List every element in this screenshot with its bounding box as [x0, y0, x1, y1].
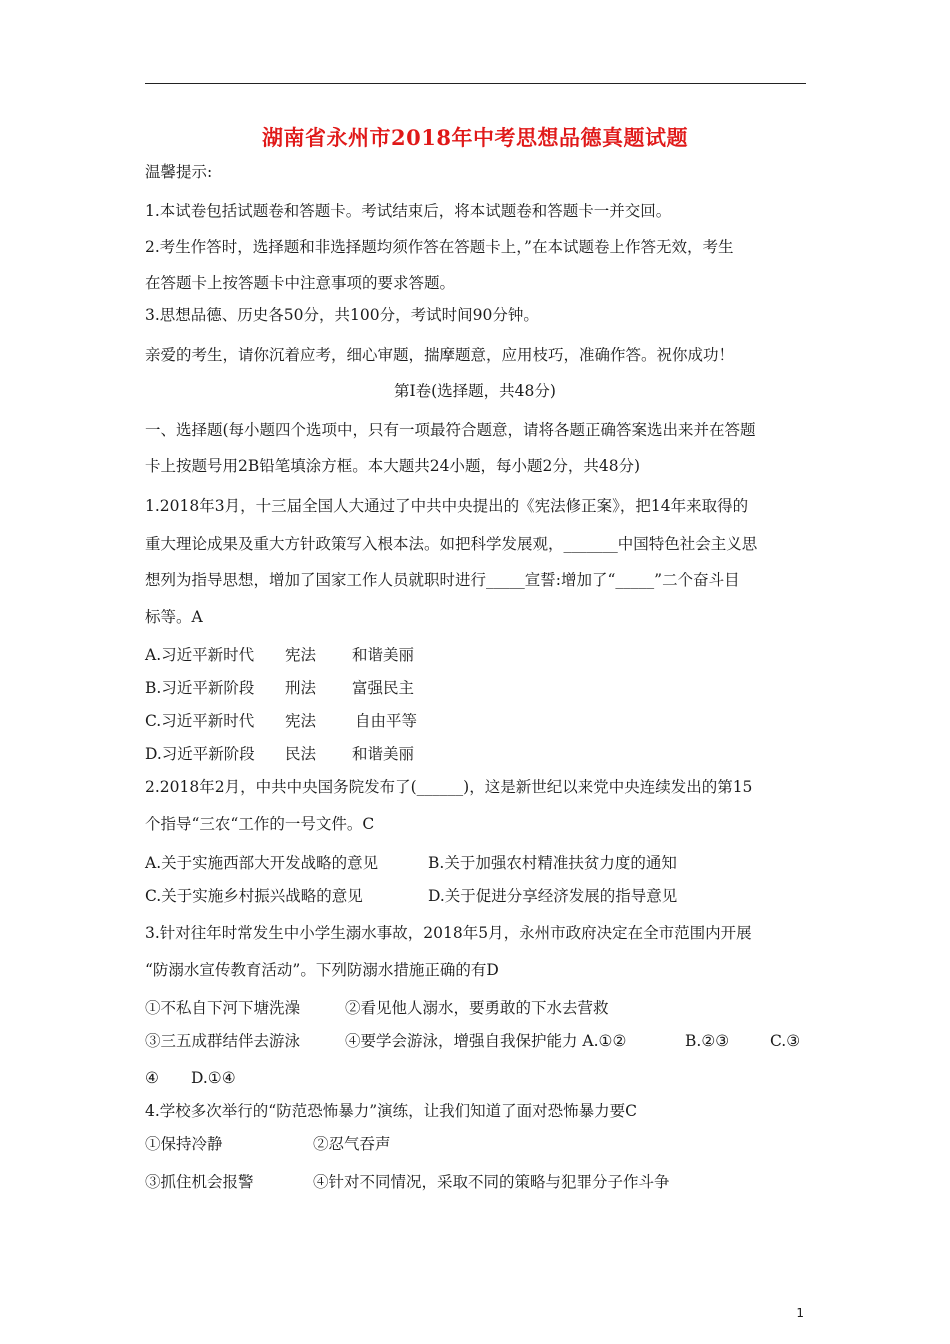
instructions-line-1: 一、选择题(每小题四个选项中，只有一项最符合题意，请将各题正确答案选出来并在答题 — [145, 421, 756, 439]
q2-option-c: C.关于实施乡村振兴战略的意见 — [145, 887, 363, 905]
q1-stem-4: 标等。A — [145, 608, 203, 626]
q1-option-d-goal: 和谐美丽 — [352, 745, 415, 763]
q3-stem-1: 3.针对往年时常发生中小学生溺水事故，2018年5月，永州市政府决定在全市范围内开展 — [145, 924, 752, 942]
q1-option-b — [145, 678, 414, 698]
q2-option-a: A.关于实施西部大开发战略的意见 — [145, 854, 379, 872]
q4-item-4: ④针对不同情况，采取不同的策略与犯罪分子作斗争 — [313, 1173, 670, 1191]
q4-item-3: ③抓住机会报警 — [145, 1173, 254, 1191]
q1-option-a-law: 宪法 — [285, 646, 317, 664]
q4-items-row-2 — [145, 1172, 670, 1192]
q1-option-d — [145, 744, 414, 764]
q3-option-d: D.①④ — [191, 1069, 236, 1087]
q1-option-c — [145, 711, 417, 731]
q1-option-d-text: D.习近平新阶段 — [145, 745, 255, 763]
q1-option-a-text: A.习近平新时代 — [145, 646, 255, 664]
q1-stem-1: 1.2018年3月，十三届全国人大通过了中共中央提出的《宪法修正案》，把14年来取得的 — [145, 497, 749, 515]
q1-option-a-goal: 和谐美丽 — [352, 646, 415, 664]
q1-stem-2: 重大理论成果及重大方针政策写入根本法。如把科学发展观，_______中国特色社会主义思 — [145, 535, 758, 553]
exam-title: 湖南省永州市2018年中考思想品德真题试题 — [262, 125, 688, 150]
tip-2: 2.考生作答时，选择题和非选择题均须作答在答题卡上，”在本试题卷上作答无效，考生 — [145, 238, 734, 256]
q1-option-b-goal: 富强民主 — [352, 679, 415, 697]
q2-options-row-2 — [145, 886, 677, 906]
tip-3: 3.思想品德、历史各50分，共100分，考试时间90分钟。 — [145, 306, 539, 324]
section-title: 第Ⅰ卷(选择题，共48分) — [394, 382, 556, 400]
tip-1: 1.本试卷包括试题卷和答题卡。考试结束后，将本试题卷和答题卡一并交回。 — [145, 202, 672, 220]
q3-item-4: ④要学会游泳，增强自我保护能力 A.①② — [345, 1032, 627, 1050]
q1-stem-3: 想列为指导思想，增加了国家工作人员就职时进行_____宣誓:增加了“_____”二个奋斗目 — [145, 571, 740, 589]
q1-option-c-goal: 自由平等 — [355, 712, 418, 730]
instructions-line-2: 卡上按题号用2B铅笔填涂方框。本大题共24小题，每小题2分，共48分) — [145, 457, 641, 475]
q3-option-c: C.③ — [770, 1032, 801, 1050]
q2-options-row-1 — [145, 853, 677, 873]
q1-option-b-law: 刑法 — [285, 679, 317, 697]
tip-2-cont: 在答题卡上按答题卡中注意事项的要求答题。 — [145, 274, 456, 292]
q1-option-b-text: B.习近平新阶段 — [145, 679, 255, 697]
q3-stem-2: “防溺水宣传教育活动”。下列防溺水措施正确的有D — [145, 961, 499, 979]
header-rule — [145, 83, 806, 84]
q1-option-d-law: 民法 — [285, 745, 317, 763]
q2-stem-1: 2.2018年2月，中共中央国务院发布了(______)，这是新世纪以来党中央连续发出的第15 — [145, 778, 753, 796]
q3-option-c-cont: ④ — [145, 1069, 159, 1087]
q4-item-2: ②忍气吞声 — [313, 1135, 391, 1153]
greeting: 亲爱的考生，请你沉着应考，细心审题，揣摩题意，应用枝巧，准确作答。祝你成功！ — [145, 346, 735, 364]
q4-stem: 4.学校多次举行的“防范恐怖暴力”演练，让我们知道了面对恐怖暴力要C — [145, 1102, 637, 1120]
q3-item-3: ③三五成群结伴去游泳 — [145, 1032, 301, 1050]
page-number: 1 — [796, 1306, 804, 1320]
q4-item-1: ①保持冷静 — [145, 1135, 223, 1153]
q1-option-a — [145, 645, 414, 665]
q3-item-1: ①不私自下河下塘洗澡 — [145, 999, 301, 1017]
q3-items-row-2 — [145, 1031, 800, 1051]
tips-label: 温馨提示: — [145, 163, 213, 181]
q2-stem-2: 个指导“三农“工作的一号文件。C — [145, 815, 375, 833]
q3-items-row-1 — [145, 998, 609, 1018]
q1-option-c-law: 宪法 — [285, 712, 317, 730]
q2-option-b: B.关于加强农村精准扶贫力度的通知 — [428, 854, 677, 872]
q3-tail-row — [145, 1068, 236, 1088]
q1-option-c-text: C.习近平新时代 — [145, 712, 255, 730]
q3-option-b: B.②③ — [685, 1032, 730, 1050]
q2-option-d: D.关于促进分享经济发展的指导意见 — [428, 887, 678, 905]
q4-items-row-1 — [145, 1134, 391, 1154]
q3-item-2: ②看见他人溺水，要勇敢的下水去营救 — [345, 999, 609, 1017]
